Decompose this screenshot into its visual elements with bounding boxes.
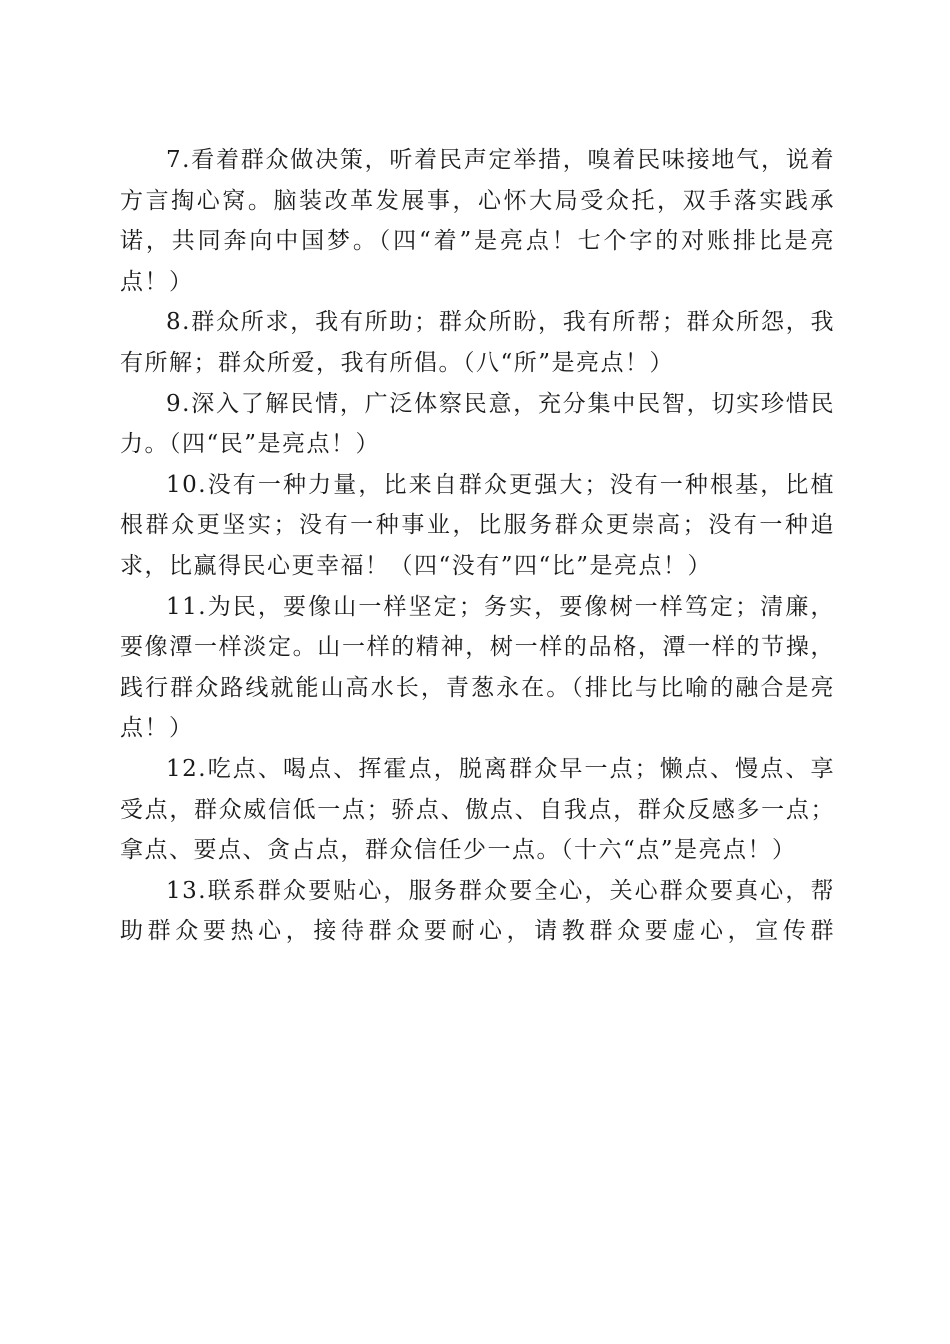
paragraph-12: 12.吃点、喝点、挥霍点，脱离群众早一点；懒点、慢点、享受点，群众威信低一点；骄点、傲点、自我点，群众反感多一点；拿点、要点、贪占点，群众信任少一点。（十六“点”是亮点！） bbox=[120, 755, 835, 864]
paragraph-11: 11.为民，要像山一样坚定；务实，要像树一样笃定；清廉，要像潭一样淡定。山一样的精神，树一样的品格，潭一样的节操，践行群众路线就能山高水长，青葱永在。（排比与比喻的融合是亮点！） bbox=[120, 593, 835, 742]
paragraph-9: 9.深入了解民情，广泛体察民意，充分集中民智，切实珍惜民力。（四“民”是亮点！） bbox=[120, 390, 835, 458]
paragraph-10: 10.没有一种力量，比来自群众更强大；没有一种根基，比植根群众更坚实；没有一种事业，比服务群众更崇高；没有一种追求，比赢得民心更幸福！（四“没有”四“比”是亮点！） bbox=[120, 471, 835, 579]
paragraph-7: 7.看着群众做决策，听着民声定举措，嗅着民味接地气，说着方言掏心窝。脑装改革发展事，心怀大局受众托，双手落实践承诺，共同奔向中国梦。（四“着”是亮点！七个字的对账排比是亮点！） bbox=[120, 147, 835, 295]
document-body bbox=[120, 140, 835, 952]
paragraph-13: 13.联系群众要贴心，服务群众要全心，关心群众要真心，帮助群众要热心，接待群众要耐心，请教群众要虚心，宣传群 bbox=[120, 877, 835, 945]
paragraph-8: 8.群众所求，我有所助；群众所盼，我有所帮；群众所怨，我有所解；群众所爱，我有所倡。（八“所”是亮点！） bbox=[120, 309, 835, 376]
